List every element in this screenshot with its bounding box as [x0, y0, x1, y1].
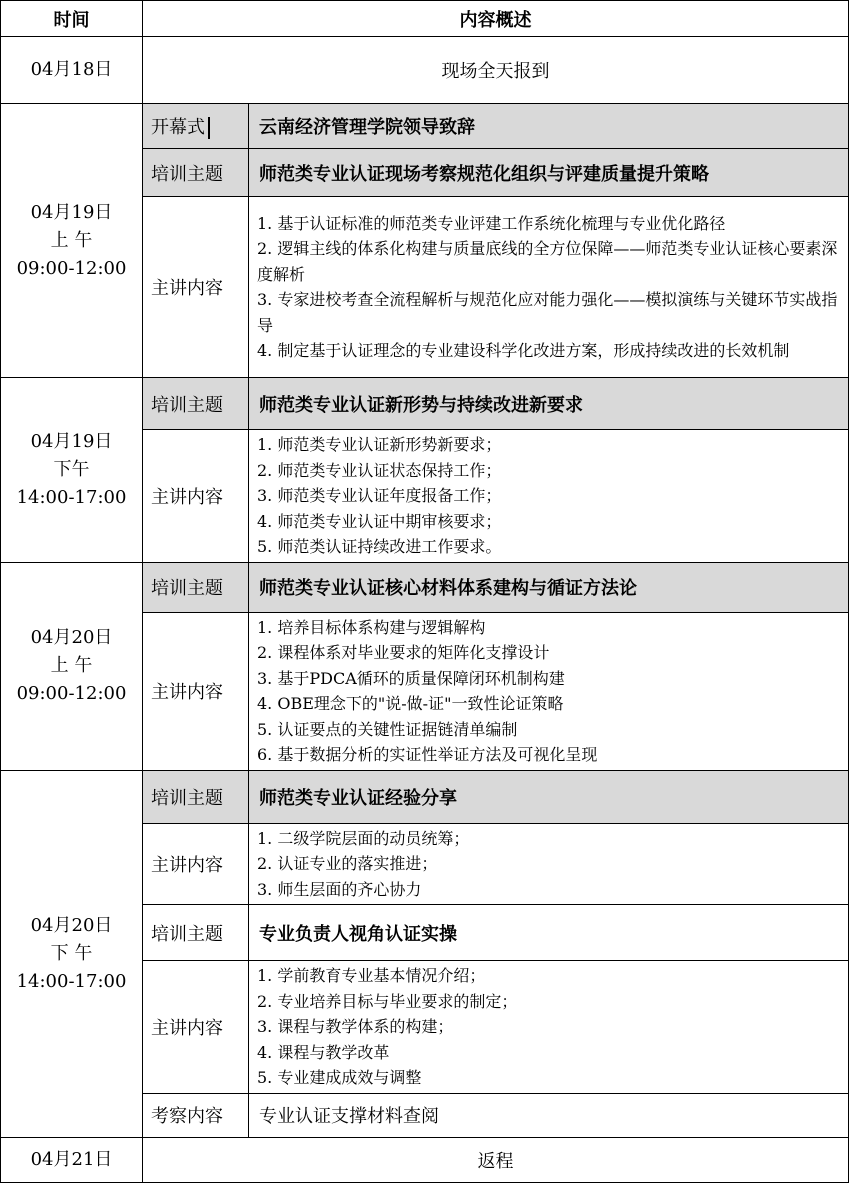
period-text: 下午	[53, 458, 90, 480]
text-cursor	[208, 117, 210, 139]
date-cell	[1, 770, 143, 1137]
topic-label: 培训主题	[143, 562, 249, 612]
topic-text: 师范类专业认证新形势与持续改进新要求	[249, 378, 849, 430]
content-item: 1. 培养目标体系构建与逻辑解构	[257, 617, 486, 637]
content-item: 3. 专家进校考查全流程解析与规范化应对能力强化——模拟演练与关键环节实战指导	[257, 290, 838, 335]
header-row	[1, 1, 849, 37]
topic-label: 培训主题	[143, 905, 249, 961]
content-label: 主讲内容	[143, 961, 249, 1094]
time-range: 09:00-12:00	[16, 257, 127, 279]
topic-text: 师范类专业认证核心材料体系建构与循证方法论	[249, 562, 849, 612]
content-item: 3. 基于PDCA循环的质量保障闭环机制构建	[257, 668, 565, 688]
date-cell	[1, 104, 143, 378]
content-item: 3. 课程与教学体系的构建；	[257, 1017, 454, 1036]
topic-text: 专业负责人视角认证实操	[249, 905, 849, 961]
time-range: 09:00-12:00	[16, 683, 127, 704]
date-text: 04月20日	[30, 627, 113, 648]
period-text: 上 午	[50, 229, 93, 251]
content-item: 2. 认证专业的落实推进；	[257, 854, 438, 873]
date-text: 04月18日	[30, 59, 113, 80]
date-cell	[1, 562, 143, 770]
time-range: 14:00-17:00	[16, 970, 127, 992]
date-text: 04月20日	[30, 914, 113, 936]
content-item: 3. 师范类专业认证年度报备工作；	[257, 486, 502, 505]
topic-label: 培训主题	[143, 149, 249, 197]
content-item: 6. 基于数据分析的实证性举证方法及可视化呈现	[257, 745, 598, 764]
content-item: 4. OBE理念下的"说-做-证"一致性论证策略	[257, 694, 564, 713]
topic-text: 师范类专业认证经验分享	[249, 770, 849, 823]
date-text: 04月19日	[30, 430, 113, 452]
row-return	[1, 1137, 849, 1182]
content-item: 2. 师范类专业认证状态保持工作；	[257, 460, 502, 480]
inspect-text: 专业认证支撑材料查阅	[249, 1093, 849, 1137]
arrival-text: 现场全天报到	[143, 37, 849, 104]
inspect-label: 考察内容	[143, 1093, 249, 1137]
content-item: 1. 学前教育专业基本情况介绍；	[257, 966, 486, 985]
content-item: 1. 师范类专业认证新形势新要求；	[257, 435, 502, 454]
date-cell	[1, 1137, 143, 1182]
opening-label: 开幕式	[143, 104, 249, 149]
content-label: 主讲内容	[143, 823, 249, 905]
date-cell	[1, 37, 143, 104]
topic-text: 师范类专业认证现场考察规范化组织与评建质量提升策略	[249, 149, 849, 197]
content-item: 1. 二级学院层面的动员统筹；	[257, 828, 470, 848]
content-item: 2. 课程体系对毕业要求的矩阵化支撑设计	[257, 643, 550, 662]
content-list	[249, 612, 849, 770]
content-item: 2. 逻辑主线的体系化构建与质量底线的全方位保障——师范类专业认证核心要素深度解析	[257, 239, 838, 284]
content-list	[249, 823, 849, 905]
content-label: 主讲内容	[143, 430, 249, 563]
content-list	[249, 961, 849, 1094]
content-list	[249, 430, 849, 563]
topic-label: 培训主题	[143, 770, 249, 823]
period-text: 上 午	[50, 655, 93, 676]
header-overview: 内容概述	[143, 1, 849, 37]
opening-text: 云南经济管理学院领导致辞	[249, 104, 849, 149]
date-text: 04月19日	[30, 201, 113, 223]
row-topic	[1, 562, 849, 612]
date-text: 04月21日	[30, 1148, 113, 1170]
content-list	[249, 197, 849, 378]
topic-label: 培训主题	[143, 378, 249, 430]
content-item: 2. 专业培养目标与毕业要求的制定；	[257, 991, 518, 1011]
content-item: 5. 认证要点的关键性证据链清单编制	[257, 719, 518, 739]
content-item: 3. 师生层面的齐心协力	[257, 879, 422, 899]
return-text: 返程	[143, 1137, 849, 1182]
content-item: 5. 专业建成成效与调整	[257, 1068, 422, 1087]
time-range: 14:00-17:00	[16, 486, 127, 508]
row-opening	[1, 104, 849, 149]
content-item: 5. 师范类认证持续改进工作要求。	[257, 537, 502, 556]
content-item: 4. 课程与教学改革	[257, 1042, 390, 1062]
content-label: 主讲内容	[143, 612, 249, 770]
content-item: 4. 师范类专业认证中期审核要求；	[257, 511, 502, 531]
row-arrival	[1, 37, 849, 104]
date-cell	[1, 378, 143, 563]
row-topic	[1, 770, 849, 823]
content-label: 主讲内容	[143, 197, 249, 378]
content-item: 1. 基于认证标准的师范类专业评建工作系统化梳理与专业优化路径	[257, 213, 726, 233]
content-item: 4. 制定基于认证理念的专业建设科学化改进方案，形成持续改进的长效机制	[257, 341, 790, 360]
row-topic	[1, 378, 849, 430]
header-time: 时间	[1, 1, 143, 37]
period-text: 下 午	[50, 942, 93, 964]
